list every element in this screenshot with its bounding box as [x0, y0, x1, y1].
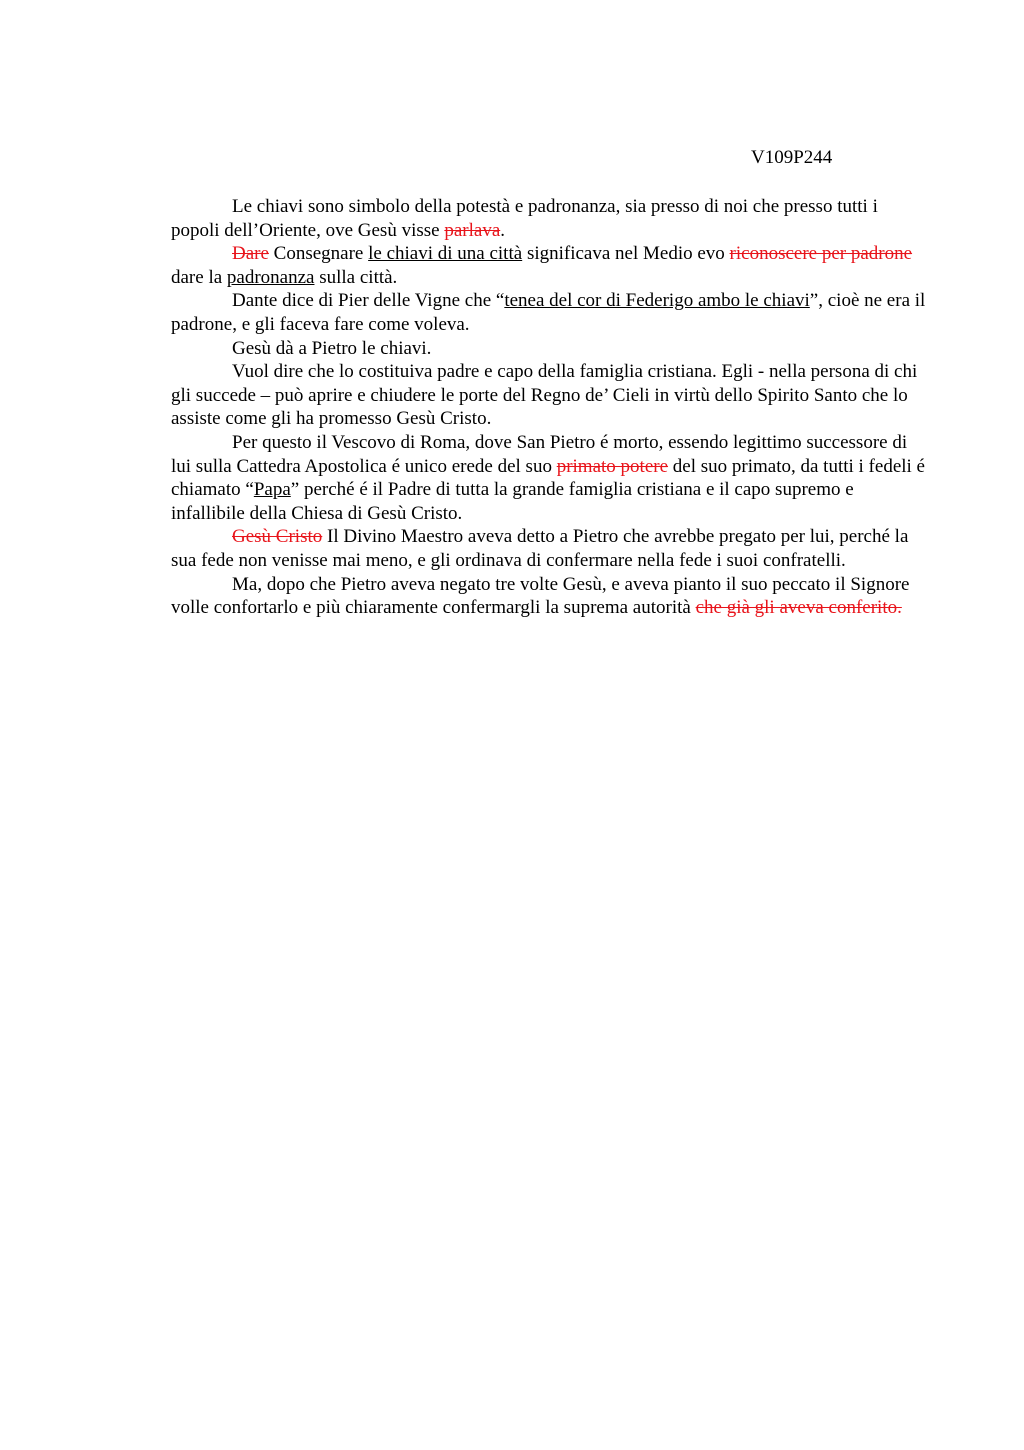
paragraph	[171, 242, 931, 289]
deleted-text: parlava	[444, 219, 501, 241]
underlined-text: padronanza	[226, 266, 315, 288]
paragraph	[171, 573, 931, 620]
paragraph	[171, 525, 931, 572]
underlined-text: tenea del cor di Federigo ambo le chiavi	[504, 290, 810, 312]
text-run: Le chiavi sono simbolo della potestà e padronanza, sia presso di noi che presso tutti i popoli dell’Oriente, ove Gesù visse	[171, 196, 878, 241]
paragraph	[171, 195, 931, 242]
text-run: ”, cioè ne era il padrone, e gli faceva fare come voleva.	[171, 290, 926, 335]
text-run: Il Divino Maestro aveva detto a Pietro che avrebbe pregato per lui, perché la sua fede non venisse mai meno, e gli ordinava di confermare nella fede i suoi confratelli.	[171, 526, 909, 571]
document-body	[171, 195, 931, 620]
text-run: Vuol dire che lo costituiva padre e capo della famiglia cristiana. Egli - nella persona di chi gli succede – può aprire e chiudere le porte del Regno de’ Cieli in virtù dello Spirito Santo che lo assiste come gli ha promesso Gesù Cristo.	[171, 361, 918, 430]
text-run: Dante dice di Pier delle Vigne che “	[232, 290, 505, 312]
text-run: Per questo il Vescovo di Roma, dove San Pietro é morto, essendo legittimo successore di lui sulla Cattedra Apostolica é unico erede del suo	[171, 431, 908, 477]
deleted-text: che già gli aveva conferito.	[695, 597, 902, 619]
text-run: Consegnare	[268, 243, 369, 265]
text-run: sulla città.	[314, 266, 398, 288]
text-run: ” perché é il Padre di tutta la grande famiglia cristiana e il capo supremo e infallibile della Chiesa di Gesù Cristo.	[171, 479, 854, 524]
paragraph	[171, 289, 931, 336]
paragraph	[171, 360, 931, 431]
text-run: dare la	[171, 266, 227, 288]
deleted-text: primato potere	[556, 455, 669, 477]
paragraph	[171, 337, 931, 361]
text-run: Ma, dopo che Pietro aveva negato tre volte Gesù, e aveva pianto il suo peccato il Signore volle confortarlo e più chiaramente confermargli la suprema autorità	[171, 573, 910, 619]
deleted-text: riconoscere per padrone	[729, 243, 913, 265]
underlined-text: Papa	[253, 479, 291, 501]
deleted-text: Gesù Cristo	[232, 526, 323, 548]
paragraph	[171, 431, 931, 525]
page-identifier: V109P244	[751, 147, 833, 168]
text-run: Gesù dà a Pietro le chiavi.	[232, 337, 432, 359]
text-run: del suo primato, da tutti i fedeli é chiamato “	[171, 455, 925, 501]
underlined-text: le chiavi di una città	[368, 243, 523, 265]
deleted-text: Dare	[232, 243, 269, 265]
text-run: .	[500, 219, 505, 241]
text-run: significava nel Medio evo	[522, 243, 730, 265]
